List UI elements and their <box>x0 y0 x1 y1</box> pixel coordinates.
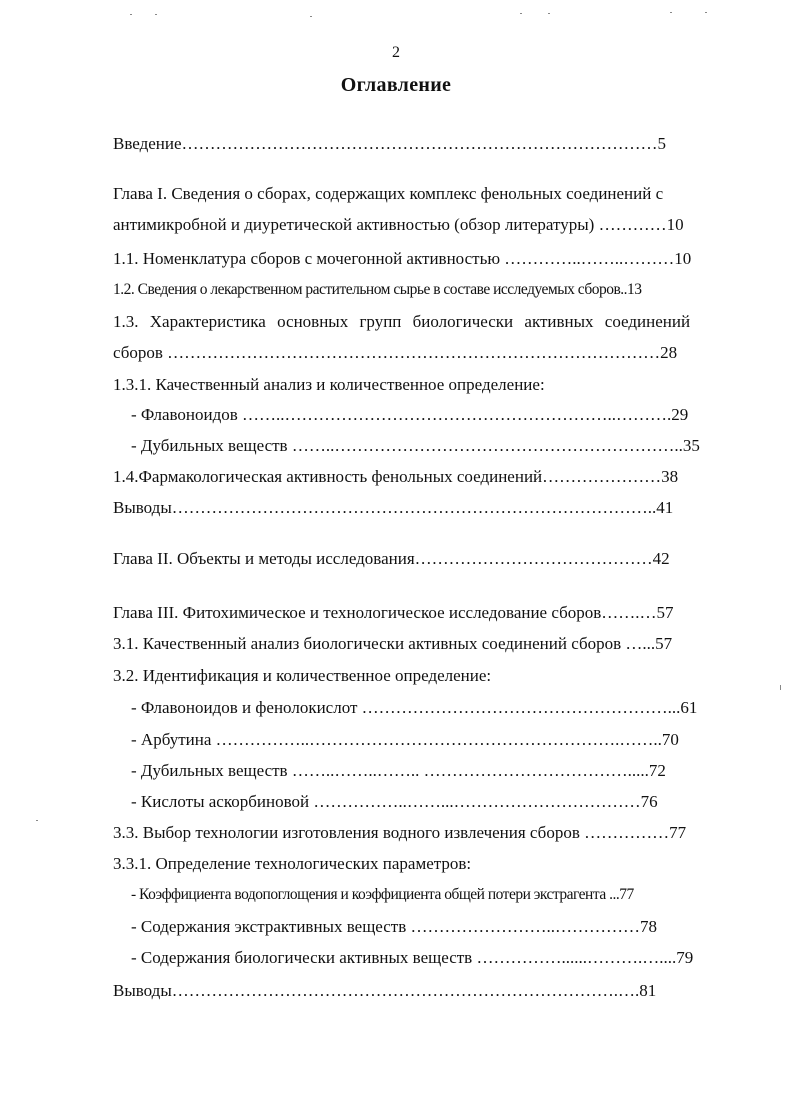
toc-entry-conclusions-2: Выводы…………………………………………………………………….….81 <box>113 981 657 1000</box>
page-title: Оглавление <box>340 74 452 96</box>
scan-speck <box>548 13 550 14</box>
toc-entry-1-3-1: 1.3.1. Качественный анализ и количественное определение: <box>113 375 545 394</box>
toc-entry-tannins-1: - Дубильных веществ ……..……………………………………………………..35 <box>131 436 700 455</box>
scan-speck <box>130 14 132 15</box>
toc-entry-chapter-1-line-2: антимикробной и диуретической активностью (обзор литературы) …………10 <box>113 215 684 234</box>
scan-speck <box>36 820 38 821</box>
toc-entry-ascorbic-acid: - Кислоты аскорбиновой ……………..……...……………………………76 <box>131 792 658 811</box>
toc-entry-chapter-1-line-1: Глава I. Сведения о сборах, содержащих комплекс фенольных соединений с <box>113 184 664 203</box>
page-number: 2 <box>392 44 400 61</box>
toc-entry-flavonoids-2: - Флавоноидов и фенолокислот ………………………………………………...61 <box>131 698 698 717</box>
toc-entry-3-3: 3.3. Выбор технологии изготовления водного извлечения сборов ……………77 <box>113 823 687 842</box>
toc-entry-water-absorption: - Коэффициента водопоглощения и коэффициента общей потери экстрагента ...77 <box>131 886 634 903</box>
scan-speck <box>780 685 781 690</box>
toc-entry-1-3-line-1 <box>113 311 735 333</box>
scan-speck <box>155 14 157 15</box>
toc-entry-3-3-1: 3.3.1. Определение технологических параметров: <box>113 854 472 873</box>
scan-speck <box>670 12 672 13</box>
toc-entry-extractives: - Содержания экстрактивных веществ ……………………..……………78 <box>131 917 658 936</box>
toc-entry-intro: Введение…………………………………………………………………………5 <box>113 134 667 153</box>
toc-entry-1-4: 1.4.Фармакологическая активность фенольных соединений…………………38 <box>113 467 679 486</box>
scan-speck <box>520 13 522 14</box>
toc-entry-1-3-line-2: сборов ……………………………………………………………………………28 <box>113 343 678 362</box>
toc-entry-bioactive-substances: - Содержания биологически активных веществ ……………......……….…....79 <box>131 948 694 967</box>
toc-entry-1-3-text: 1.3. Характеристика основных групп биологически активных соединений <box>113 312 691 331</box>
toc-entry-1-1: 1.1. Номенклатура сборов с мочегонной активностью …………..……..………10 <box>113 249 692 268</box>
toc-entry-arbutin: - Арбутина ……………..……………………………………………….……..70 <box>131 730 679 749</box>
toc-entry-flavonoids-1: - Флавоноидов ……..…………………………………………………..……….29 <box>131 405 689 424</box>
toc-entry-conclusions-1: Выводы…………………………………………………………………………..41 <box>113 498 674 517</box>
toc-entry-chapter-3: Глава III. Фитохимическое и технологическое исследование сборов…….…57 <box>113 603 674 622</box>
scan-speck <box>705 12 707 13</box>
toc-entry-3-2: 3.2. Идентификация и количественное определение: <box>113 666 492 685</box>
toc-entry-chapter-2: Глава II. Объекты и методы исследования……………………………………42 <box>113 549 670 568</box>
scan-speck <box>310 16 312 17</box>
toc-entry-3-1: 3.1. Качественный анализ биологически активных соединений сборов …...57 <box>113 634 673 653</box>
toc-entry-tannins-2: - Дубильных веществ ……..……..…….. ……………………………….....72 <box>131 761 666 780</box>
toc-entry-1-2: 1.2. Сведения о лекарственном растительном сырье в составе исследуемых сборов..13 <box>113 281 642 298</box>
